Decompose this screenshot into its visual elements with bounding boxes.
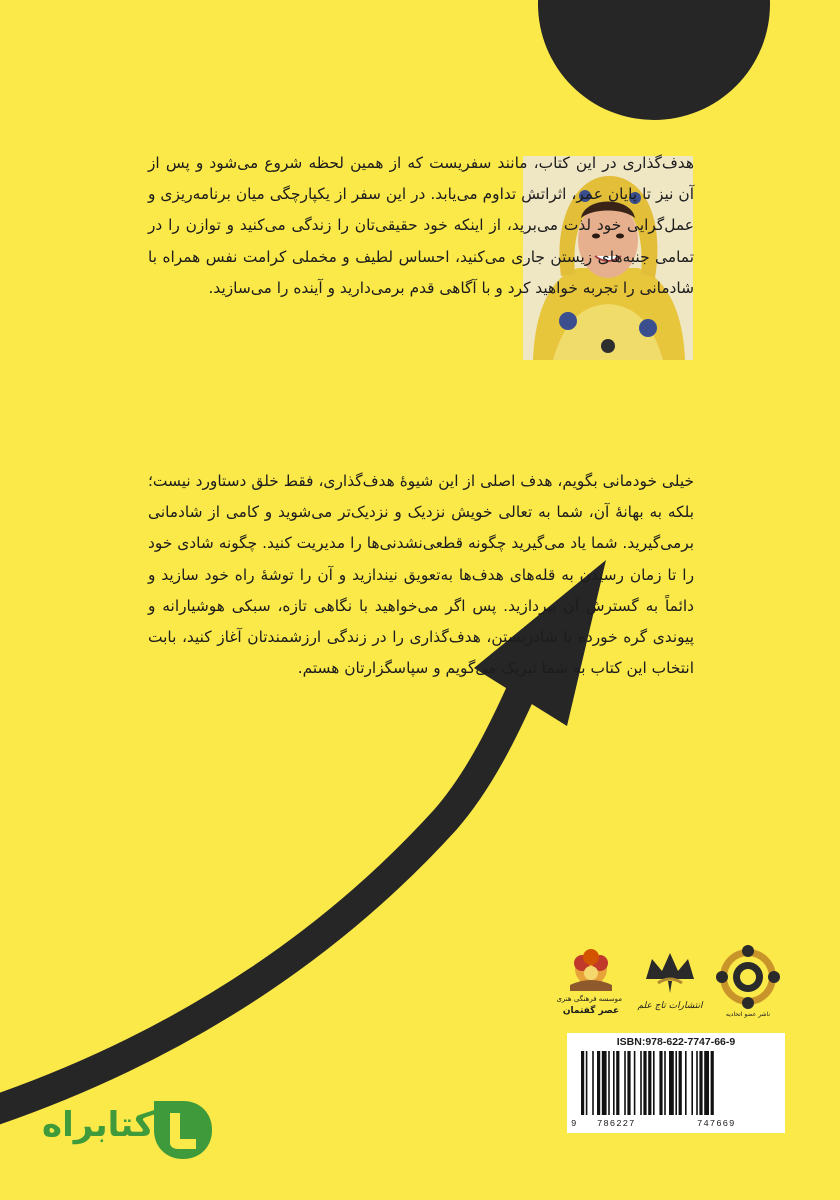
description-paragraph-1: هدف‌گذاری در این کتاب، مانند سفریست که از همین لحظه شروع می‌شود و پس از آن نیز تا پایان عمر، اثراتش تداوم می‌یابد. در این سفر از یکپارچگی میان برنامه‌ریزی و عمل‌گرایی خود لذت می‌برید، از اینکه خود حقیقی‌تان را زندگی می‌کنید و توازن را در تمامی جنبه‌های زیستن جاری می‌کنید، احساس لطیف و مخملی کرامت نفس همراه با شادمانی را تجربه خواهید کرد و با آگاهی قدم برمی‌دارید و آینده را می‌سازید. bbox=[148, 154, 694, 297]
barcode-icon bbox=[579, 1051, 775, 1117]
barcode-bar bbox=[627, 1051, 630, 1115]
publisher-logo-taj-elm bbox=[637, 945, 703, 1011]
barcode-bar bbox=[613, 1051, 615, 1115]
barcode-bar bbox=[597, 1051, 600, 1115]
barcode-bar bbox=[711, 1051, 714, 1115]
publisher-logos bbox=[556, 945, 785, 1025]
publisher-logo-union bbox=[712, 945, 784, 1018]
barcode-digit-group-1: 786227 bbox=[597, 1119, 636, 1129]
barcode-bar bbox=[648, 1051, 651, 1115]
barcode-bar bbox=[691, 1051, 693, 1115]
crown-quill-logo-icon bbox=[638, 945, 702, 995]
barcode-bar bbox=[704, 1051, 709, 1115]
ketabrah-brand bbox=[42, 1095, 222, 1165]
isbn-barcode bbox=[567, 1033, 785, 1133]
description-paragraph-2: خیلی خودمانی بگویم، هدف اصلی از این شیوهٔ هدف‌گذاری، فقط خلق دستاورد نیست؛ بلکه به بهانهٔ آن، شما به تعالی خویش نزدیک و نزدیک‌تر می‌شوید و کامی از شادمانی برمی‌گیرید. شما یاد می‌گیرید چگونه قطعی‌نشدنی‌ها را مدیریت کنید. چگونه شادی خود را تا زمان رسیدن به قله‌های هدف‌ها به‌تعویق نیندازید و آن را توشهٔ راه خود سازید و دائماً به گسترش آن بپردازید. پس اگر می‌خواهید با نگاهی تازه، سبکی هوشیارانه و پیوندی گره خورده با شادزیستن، هدف‌گذاری را در زندگی ارزشمندتان آغاز کنید، بابت انتخاب این کتاب به شما تبریک می‌گویم و سپاسگزارتان هستم. bbox=[148, 472, 694, 678]
brand-logo-icon bbox=[152, 1099, 214, 1161]
barcode-bar bbox=[616, 1051, 619, 1115]
isbn-label: ISBN:978-622-7747-66-9 bbox=[616, 1036, 736, 1048]
brand-name: کتابراه bbox=[42, 1105, 155, 1145]
barcode-bar bbox=[634, 1051, 636, 1115]
publisher-logo-caption: ناشر عضو اتحادیه bbox=[725, 1011, 771, 1018]
publisher-logo-name: انتشارات تاج علم bbox=[637, 1001, 703, 1011]
publisher-logo-caption: موسسه فرهنگی هنری bbox=[556, 995, 622, 1003]
barcode-bar bbox=[581, 1051, 584, 1115]
flower-logo-icon bbox=[560, 945, 622, 993]
barcode-lead-digit: 9 bbox=[571, 1119, 578, 1129]
ornament-logo-icon bbox=[712, 945, 784, 1011]
barcode-bar bbox=[586, 1051, 588, 1115]
barcode-digit-group-2: 747669 bbox=[697, 1119, 736, 1129]
barcode-bar bbox=[653, 1051, 655, 1115]
barcode-bar bbox=[592, 1051, 594, 1115]
barcode-bar bbox=[624, 1051, 626, 1115]
publisher-logo-name: عصر گفتمان bbox=[562, 1006, 620, 1016]
barcode-bar bbox=[640, 1051, 642, 1115]
publisher-logo-asr-goftman bbox=[556, 945, 622, 1016]
barcode-bar bbox=[602, 1051, 607, 1115]
barcode-bar bbox=[685, 1051, 687, 1115]
barcode-bar bbox=[659, 1051, 662, 1115]
barcode-bar bbox=[608, 1051, 610, 1115]
barcode-bar bbox=[669, 1051, 674, 1115]
barcode-bar bbox=[699, 1051, 702, 1115]
barcode-bar bbox=[679, 1051, 682, 1115]
barcode-bar bbox=[696, 1051, 698, 1115]
barcode-bar bbox=[664, 1051, 666, 1115]
barcode-bar bbox=[675, 1051, 677, 1115]
barcode-bar bbox=[643, 1051, 646, 1115]
